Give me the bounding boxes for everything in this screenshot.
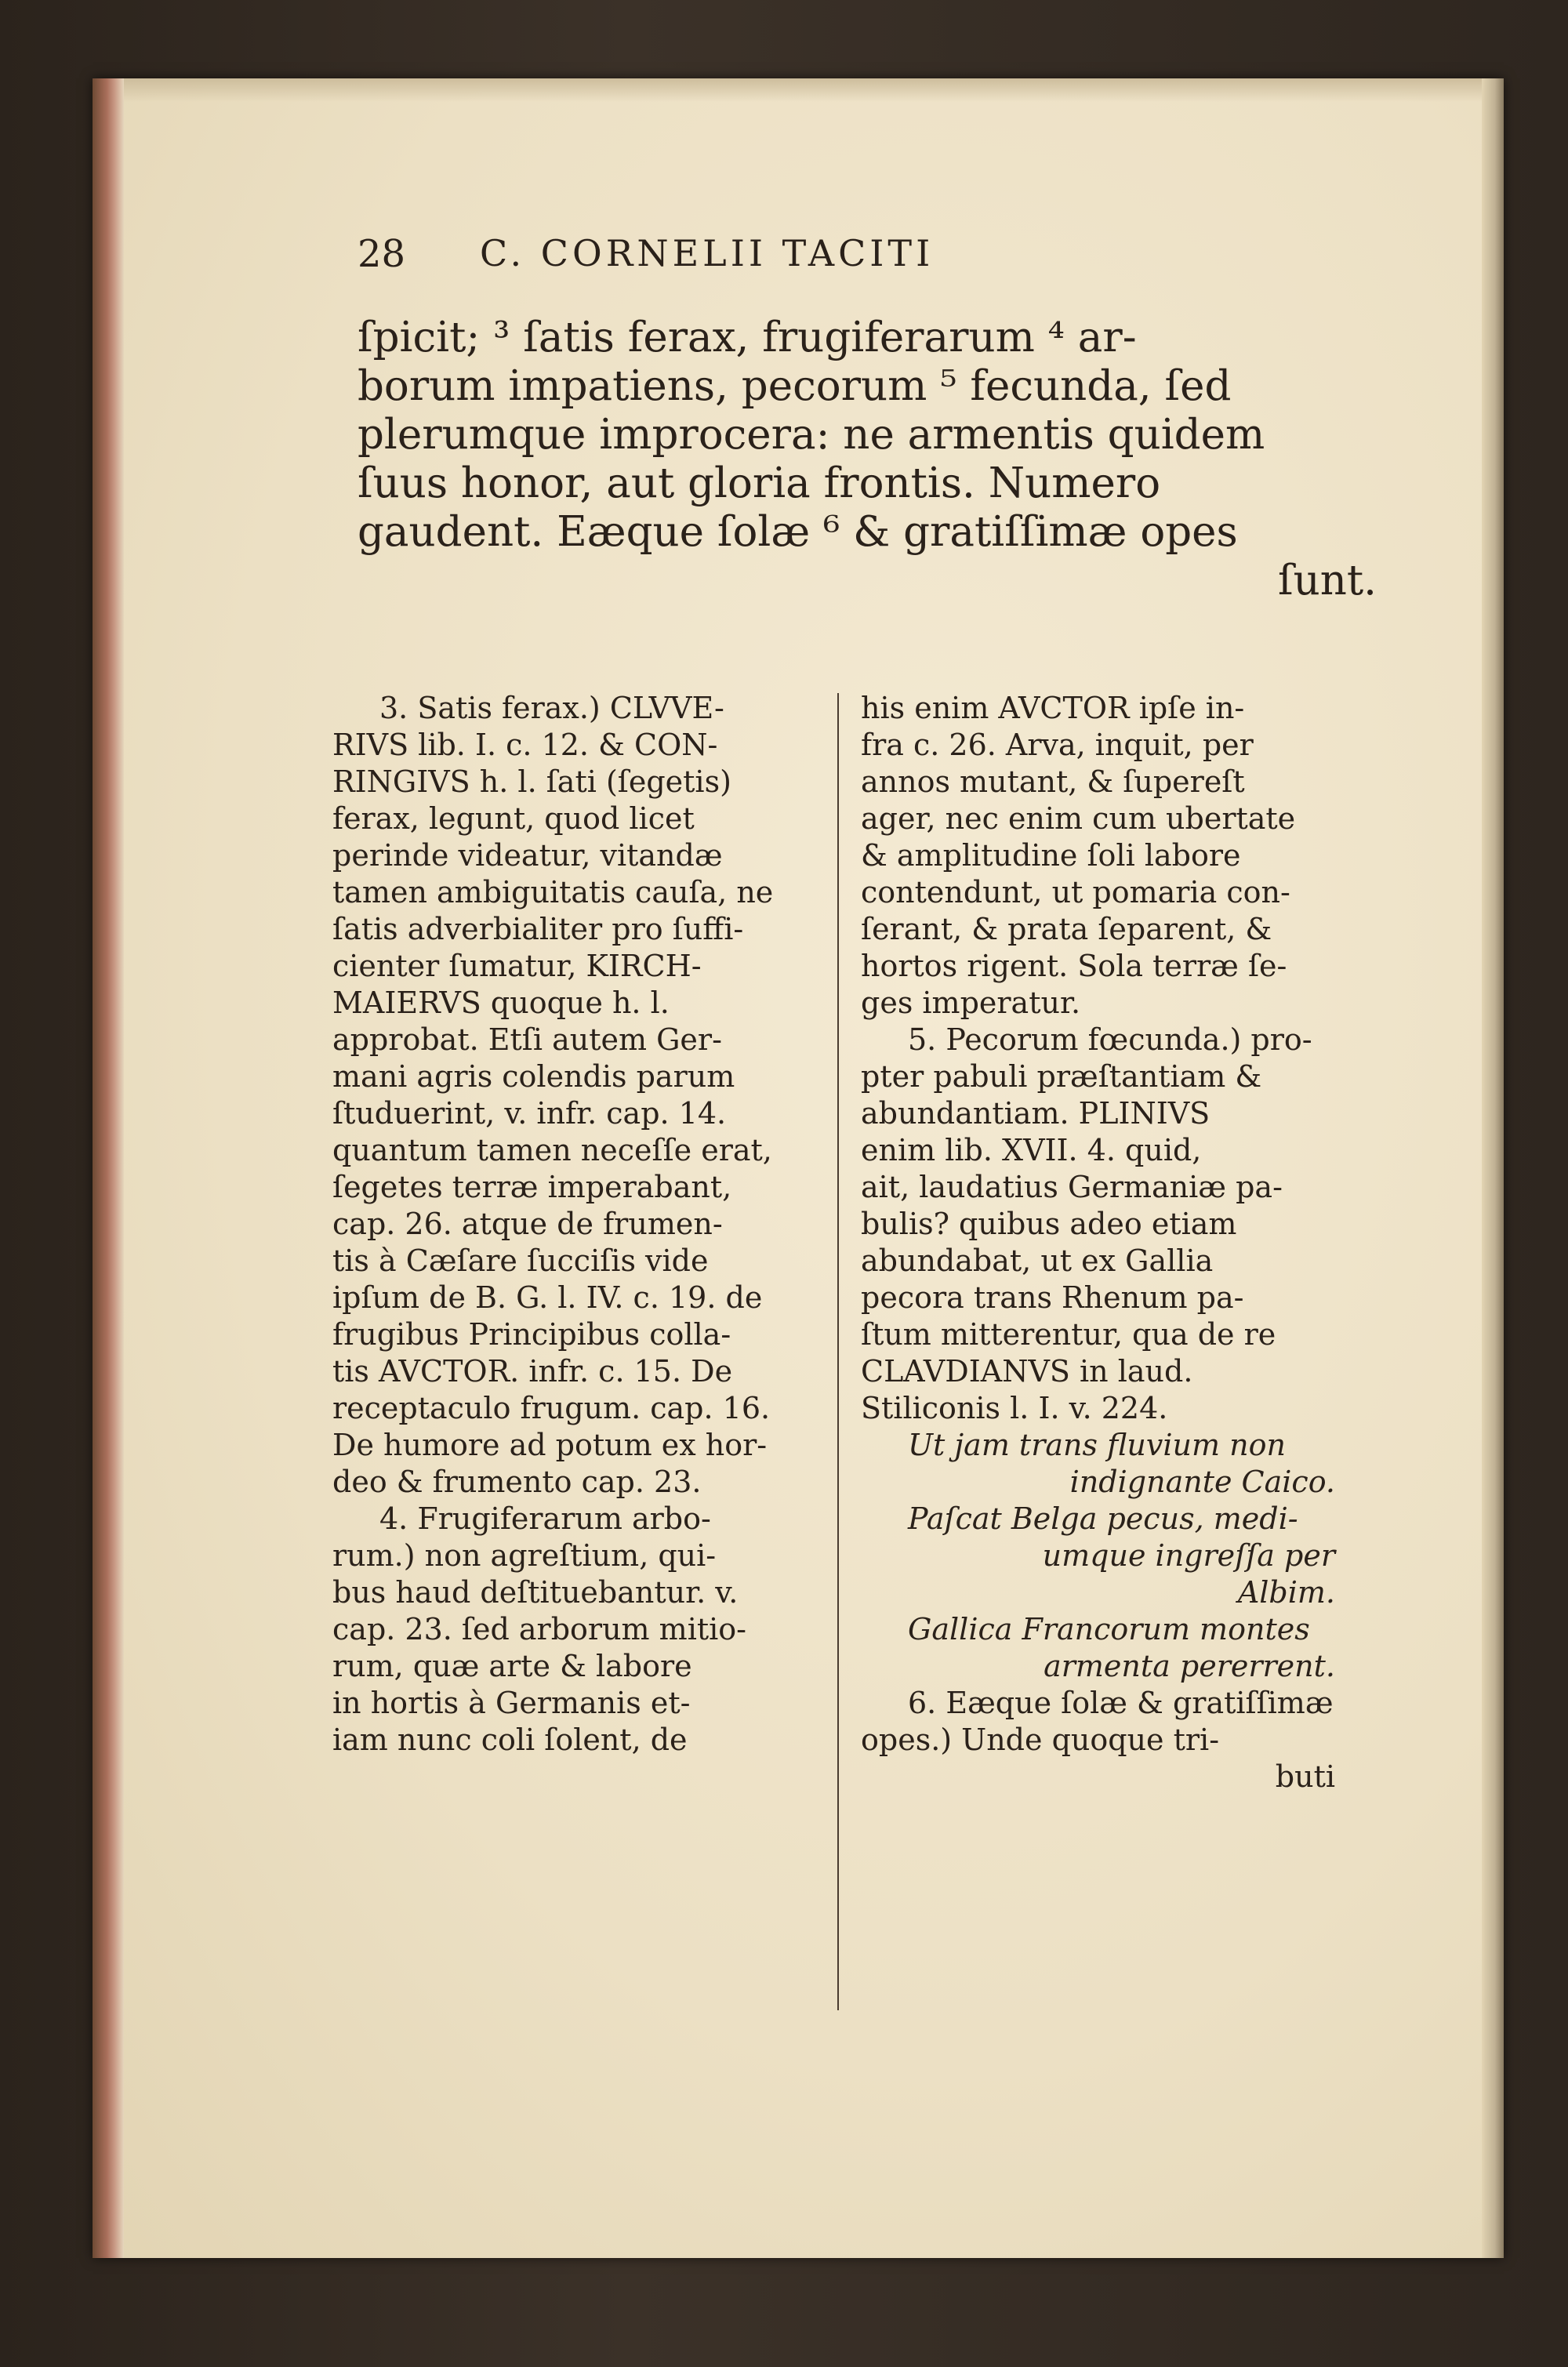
main-line: borum impatiens, pecorum ⁵ fecunda, ſed: [358, 362, 1232, 410]
note-line: ager, nec enim cum ubertate: [861, 801, 1296, 836]
note-line: ſegetes terræ imperabant,: [332, 1170, 732, 1204]
note-line: abundabat, ut ex Gallia: [861, 1243, 1214, 1278]
note-line: pecora trans Rhenum pa-: [861, 1280, 1244, 1315]
note-line: RIVS lib. I. c. 12. & CON-: [332, 728, 718, 762]
column-divider: [837, 693, 839, 2010]
note-line: bus haud deſtituebantur. v.: [332, 1575, 739, 1610]
note-line: iam nunc coli ſolent, de: [332, 1723, 688, 1757]
note-line: tis AVCTOR. infr. c. 15. De: [332, 1354, 733, 1389]
note-line: fra c. 26. Arva, inquit, per: [861, 728, 1254, 762]
main-text: [358, 314, 1377, 605]
note-line: pter pabuli præſtantiam &: [861, 1059, 1262, 1094]
note-line: cap. 23. ſed arborum mitio-: [332, 1612, 746, 1646]
main-line: plerumque improcera: ne armentis quidem: [358, 411, 1265, 459]
note-line: tamen ambiguitatis cauſa, ne: [332, 875, 774, 909]
verse-line: Paſcat Belga pecus, medi-: [908, 1501, 1298, 1536]
verse-line: Gallica Francorum montes: [908, 1612, 1310, 1646]
note-line: De humore ad potum ex hor-: [332, 1428, 768, 1462]
note-line: 5. Pecorum fœcunda.) pro-: [908, 1022, 1312, 1057]
note-line: rum, quæ arte & labore: [332, 1649, 692, 1683]
note-line: ges imperatur.: [861, 986, 1081, 1020]
note-line: in hortis à Germanis et-: [332, 1686, 691, 1720]
note-line: ait, laudatius Germaniæ pa-: [861, 1170, 1283, 1204]
note-line: ſerant, & prata ſeparent, &: [861, 912, 1272, 946]
note-line: cienter ſumatur, KIRCH-: [332, 949, 702, 983]
note-line: hortos rigent. Sola terræ ſe-: [861, 949, 1287, 983]
note-line: bulis? quibus adeo etiam: [861, 1207, 1237, 1241]
main-line: gaudent. Eæque ſolæ ⁶ & gratiſſimæ opes: [358, 508, 1238, 556]
main-line: ſpicit; ³ ſatis ferax, frugiferarum ⁴ ar-: [358, 314, 1137, 361]
main-line: ſuus honor, aut gloria frontis. Numero: [358, 459, 1161, 507]
note-line: perinde videatur, vitandæ: [332, 838, 723, 873]
page-header: [358, 232, 1338, 295]
footnotes-left-column: [332, 690, 807, 1759]
note-line: CLAVDIANVS in laud.: [861, 1354, 1193, 1389]
note-line: rum.) non agreſtium, qui-: [332, 1538, 717, 1573]
page-number: 28: [358, 232, 406, 276]
note-line: 3. Satis ferax.) CLVVE-: [379, 691, 724, 725]
note-line: approbat. Etſi autem Ger-: [332, 1022, 722, 1057]
note-line: contendunt, ut pomaria con-: [861, 875, 1290, 909]
main-line: ſunt.: [1277, 557, 1377, 604]
verse-line: armenta pererrent.: [1044, 1649, 1335, 1683]
note-line: 4. Frugiferarum arbo-: [379, 1501, 711, 1536]
note-line: MAIERVS quoque h. l.: [332, 986, 670, 1020]
note-line: Stiliconis l. I. v. 224.: [861, 1391, 1168, 1425]
note-line: ferax, legunt, quod licet: [332, 801, 695, 836]
note-line: ſtuduerint, v. infr. cap. 14.: [332, 1096, 727, 1131]
note-line: & amplitudine ſoli labore: [861, 838, 1241, 873]
running-title: C. CORNELII TACITI: [480, 232, 935, 274]
page-top-shadow: [124, 78, 1482, 102]
note-line: enim lib. XVII. 4. quid,: [861, 1133, 1202, 1167]
footnotes-right-column: [861, 690, 1335, 1795]
note-line: opes.) Unde quoque tri-: [861, 1723, 1220, 1757]
note-line: his enim AVCTOR ipſe in-: [861, 691, 1245, 725]
note-line: ipſum de B. G. l. IV. c. 19. de: [332, 1280, 763, 1315]
note-line: ſtum mitterentur, qua de re: [861, 1317, 1276, 1352]
note-line: tis à Cæſare ſucciſis vide: [332, 1243, 709, 1278]
note-line: abundantiam. PLINIVS: [861, 1096, 1210, 1131]
page-gutter-edge: [93, 78, 124, 2258]
note-line: annos mutant, & ſupereſt: [861, 764, 1245, 799]
verse-line: Albim.: [1237, 1575, 1335, 1610]
verse-line: indignante Caico.: [1069, 1465, 1335, 1499]
note-line: frugibus Principibus colla-: [332, 1317, 731, 1352]
note-line: cap. 26. atque de frumen-: [332, 1207, 723, 1241]
note-line: RINGIVS h. l. ſati (ſegetis): [332, 764, 731, 799]
note-line: deo & frumento cap. 23.: [332, 1465, 702, 1499]
note-line: ſatis adverbialiter pro ſuffi-: [332, 912, 744, 946]
page-right-edge: [1482, 78, 1504, 2258]
note-line: buti: [1275, 1759, 1335, 1794]
note-line: 6. Eæque ſolæ & gratiſſimæ: [908, 1686, 1334, 1720]
note-line: mani agris colendis parum: [332, 1059, 735, 1094]
note-line: receptaculo frugum. cap. 16.: [332, 1391, 771, 1425]
verse-line: Ut jam trans fluvium non: [908, 1428, 1286, 1462]
note-line: quantum tamen neceſſe erat,: [332, 1133, 772, 1167]
verse-line: umque ingreſſa per: [1042, 1538, 1335, 1573]
